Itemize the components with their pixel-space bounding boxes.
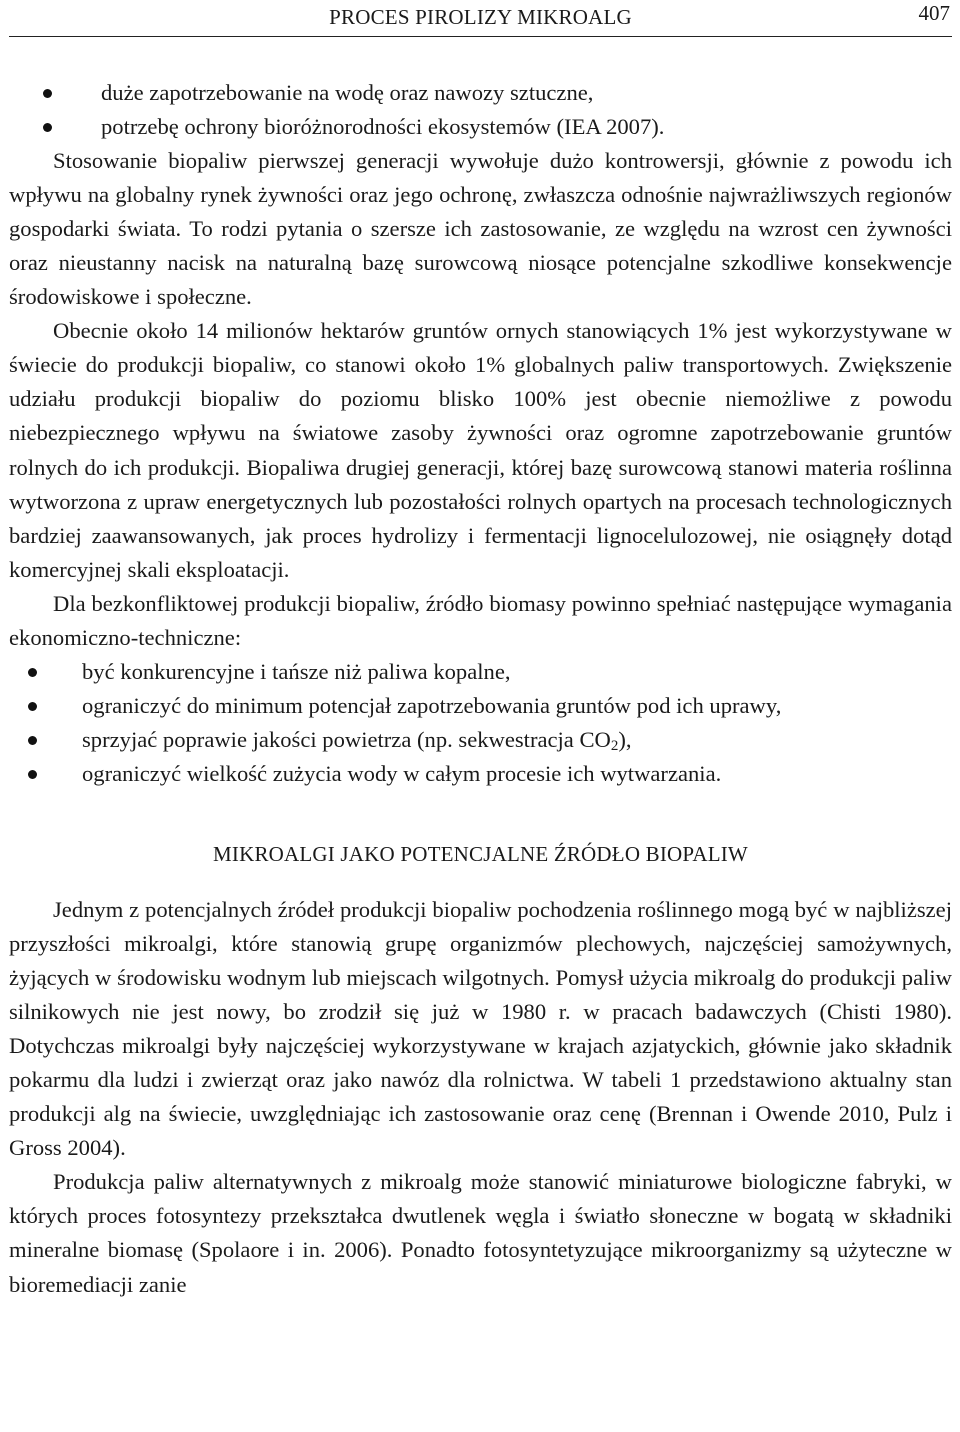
list-item-text: ograniczyć do minimum potencjał zapotrzebowania gruntów pod ich uprawy, [82,692,782,718]
paragraph: Produkcja paliw alternatywnych z mikroalg może stanowić miniaturowe biologiczne fabryki, w których proces fotosyntezy przekształca dwutlenek węgla i światło słoneczne w bogatą w składniki mineralne biomasę (Spolaore i in. 2006). Ponadto fotosyntetyzujące mikroorganizmy są użyteczne w bioremediacji zanie [9,1169,952,1297]
list-item [9,723,952,757]
list-item-text: ograniczyć wielkość zużycia wody w całym procesie ich wytwarzania. [82,760,722,786]
bullet-icon [28,736,37,745]
list-item [9,655,952,689]
body-text [9,76,952,1302]
list-item [9,76,952,110]
section-heading: MIKROALGI JAKO POTENCJALNE ŹRÓDŁO BIOPALIW [213,841,748,866]
running-header [9,0,952,37]
page-number: 407 [918,1,950,25]
list-item-text-part: ), [618,726,632,752]
bullet-icon [28,702,37,711]
list-item-text [82,727,632,752]
bullet-list-top [9,76,952,144]
bullet-icon [28,770,37,779]
subscript: 2 [610,737,619,754]
list-item [9,757,952,791]
bullet-icon [43,89,52,98]
list-item [9,110,952,144]
list-item-text: duże zapotrzebowanie na wodę oraz nawozy sztuczne, [101,80,594,105]
bullet-list-requirements [9,655,952,791]
paragraph: Stosowanie biopaliw pierwszej generacji wywołuje dużo kontrowersji, głównie z powodu ich wpływu na globalny rynek żywności oraz jego ochronę, zwłaszcza odnośnie najwrażliwszych regionów gospodarki świata. To rodzi pytania o szersze ich zastosowanie, ze względu na wzrost cen żywności oraz nieustanny nacisk na naturalną bazę surowcową niosące potencjalne szkodliwe konsekwencje środowiskowe i społeczne. [9,148,952,310]
paragraph: Obecnie około 14 milionów hektarów gruntów ornych stanowiących 1% jest wykorzystywane w świecie do produkcji biopaliw, co stanowi około 1% globalnych paliw transportowych. Zwiększenie udziału produkcji biopaliw do poziomu blisko 100% jest obecnie niemożliwe z powodu niebezpiecznego wpływu na światowe zasoby żywności oraz ogromne zapotrzebowanie gruntów rolnych do ich produkcji. Biopaliwa drugiej generacji, której bazę surowcową stanowi materia roślinna wytworzona z upraw energetycznych lub pozostałości rolnych opartych na procesach technologicznych bardziej zaawansowanych, jak proces hydrolizy i fermentacji lignocelulozowej, nie osiągnęły dotąd komercyjnej skali eksploatacji. [9,318,952,582]
list-item-text: być konkurencyjne i tańsze niż paliwa kopalne, [82,658,511,684]
list-item-text: potrzebę ochrony bioróżnorodności ekosystemów (IEA 2007). [101,114,665,140]
bullet-icon [43,123,52,132]
bullet-icon [28,668,37,677]
running-title: PROCES PIROLIZY MIKROALG [329,5,632,29]
list-item-text-part: sprzyjać poprawie jakości powietrza (np. sekwestracja CO [82,726,611,752]
list-item [9,689,952,723]
paragraph: Dla bezkonfliktowej produkcji biopaliw, źródło biomasy powinno spełniać następujące wymagania ekonomiczno-techniczne: [9,590,952,650]
paragraph: Jednym z potencjalnych źródeł produkcji biopaliw pochodzenia roślinnego mogą być w najbliższej przyszłości mikroalgi, które stanowią grupę organizmów plechowych, najczęściej samożywnych, żyjących w środowisku wodnym lub miejscach wilgotnych. Pomysł użycia mikroalg do produkcji paliw silnikowych nie jest nowy, bo zrodził się już w 1980 r. w pracach badawczych (Chisti 1980). Dotychczas mikroalgi były najczęściej wykorzystywane w krajach azjatyckich, głównie jako składnik pokarmu dla ludzi i zwierząt oraz jako nawóz dla rolnictwa. W tabeli 1 przedstawiono aktualny stan produkcji alg na świecie, uwzględniając ich zastosowanie oraz cenę (Brennan i Owende 2010, Pulz i Gross 2004). [9,896,952,1161]
